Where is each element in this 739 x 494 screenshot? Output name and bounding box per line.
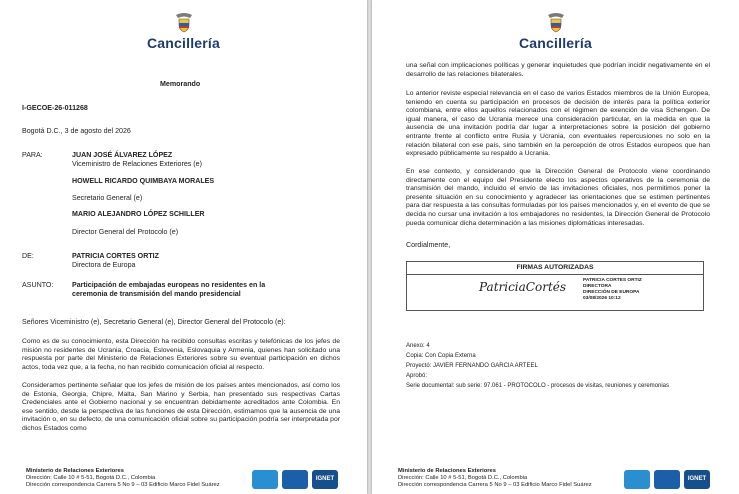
copy-note: Copia: Con Copia Externa	[406, 353, 476, 359]
asunto-line-1: Participación de embajadas europeas no residentes en la	[72, 281, 266, 289]
header-logo	[0, 12, 367, 51]
signer-details	[583, 278, 642, 302]
sender-role: Directora de Europa	[72, 261, 136, 269]
page-footer	[26, 468, 341, 492]
signer-department: DIRECCIÓN DE EUROPA	[583, 290, 640, 295]
approved-by-note: Aprobó:	[406, 373, 428, 379]
certification-badge-icon	[654, 470, 680, 489]
signer-name: PATRICIA CORTES ORTIZ	[583, 278, 642, 283]
recipient-2-name: HOWELL RICARDO QUIMBAYA MORALES	[72, 177, 215, 185]
certification-badge-icon	[624, 470, 650, 489]
recipient-3-name: MARIO ALEJANDRO LÓPEZ SCHILLER	[72, 210, 205, 218]
footer-correspondence: Dirección correspondencia Carrera 5 No 9 – 03 Edificio Marco Fidel Suárez	[398, 482, 592, 488]
page-footer	[398, 468, 713, 492]
certification-badge-icon	[282, 470, 308, 489]
document-page-2	[372, 0, 739, 494]
recipient-1-role: Viceministro de Relaciones Exteriores (e)	[72, 160, 202, 168]
coat-of-arms-icon	[173, 12, 195, 34]
asunto-line-2: ceremonia de transmisión del mando presidencial	[72, 290, 241, 298]
ignet-badge: IGNET	[312, 470, 338, 489]
document-page-1	[0, 0, 367, 494]
closing: Cordialmente,	[406, 241, 451, 249]
handwritten-signature: PatriciaCortés	[479, 280, 567, 294]
prepared-by-note: Proyectó: JAVIER FERNANDO GARCIA ARTEEL	[406, 363, 538, 369]
salutation: Señores Viceministro (e), Secretario General (e), Director General del Protocolo (e):	[22, 318, 286, 326]
body-paragraph-1: Como es de su conocimiento, esta Dirección ha recibido consultas escritas y telefónicas de los jefes de misión no residentes de Ucrania, Croacia, Eslovenia, Eslovaquia y Armenia, quienes han solicitado una respuesta por parte del Ministerio de Relaciones Exteriores sobre su eventual participación en dichos actos, toda vez que, a la fecha, no han recibido comunicación oficial al respecto.	[22, 338, 340, 371]
document-series-note: Serie documental: sub serie: 97.061 - PROTOCOLO - procesos de visitas, reuniones y ceremonias	[406, 383, 670, 389]
para-label: PARA:	[22, 151, 43, 159]
document-date: Bogotá D.C., 3 de agosto del 2026	[22, 127, 131, 135]
body-paragraph-3: Lo anterior reviste especial relevancia en el caso de varios Estados miembros de la Unión Europea, teniendo en cuenta su participación en procesos de decisión de interés para la política exterior colombiana, entre ellos aquellos relacionados con el régimen de exención de visa Schengen. De igual manera, el caso de Ucrania merece una consideración particular, en la medida en que la ausencia de una invitación podría dar lugar a interpretaciones sobre la posición del gobierno entrante frente al conflicto entre Rusia y Ucrania, con eventuales repercusiones no solo en la relación bilateral con ese país, sino también en la percepción de otros Estados europeos que han expresado públicamente su respaldo a Ucrania.	[406, 90, 710, 158]
annex-note: Anexo: 4	[406, 343, 430, 349]
brand-name: Cancillería	[146, 35, 220, 51]
header-logo	[372, 12, 739, 51]
certification-badge-icon	[252, 470, 278, 489]
footer-correspondence: Dirección correspondencia Carrera 5 No 9 – 03 Edificio Marco Fidel Suárez	[26, 482, 220, 488]
recipient-3-role: Director General del Protocolo (e)	[72, 228, 179, 236]
footer-org: Ministerio de Relaciones Exteriores	[398, 468, 496, 474]
authorized-signatures-box	[406, 261, 704, 311]
signer-title: DIRECTORA	[583, 284, 612, 289]
document-code: I-GECOE-26-011268	[22, 104, 88, 112]
recipient-2-role: Secretario General (e)	[72, 194, 143, 202]
coat-of-arms-icon	[545, 12, 567, 34]
signatures-title: FIRMAS AUTORIZADAS	[407, 262, 703, 275]
ignet-badge: IGNET	[684, 470, 710, 489]
body-paragraph-4: En ese contexto, y considerando que la Dirección General de Protocolo viene coordinando directamente con el equipo del Presidente electo los aspectos operativos de la ceremonia de transmisión del mando, incluido el envío de las invitaciones oficiales, nos permitimos poner la presente situación en su conocimiento y agradecer las orientaciones que se estimen pertinentes para dar respuesta a las consultas formuladas por los países mencionados y, en el evento de que se decida no cursar una invitación a los embajadores no residentes, la Dirección General de Protocolo pueda comunicar dicha determinación a las misiones diplomáticas interesadas.	[406, 168, 710, 227]
body-paragraph-2: Consideramos pertinente señalar que los jefes de misión de los países antes mencionados, así como los de Estonia, Georgia, Chipre, Malta, San Marino y Serbia, han presentado sus respectivas Cartas Credenciales ante el Gobierno nacional y se encuentran debidamente acreditados ante Colombia. En ese sentido, desde la perspectiva de las funciones de esta Dirección, estimamos que la ausencia de una invitación o, en su defecto, de una comunicación oficial sobre su participación podría ser interpretada por dichos Estados como	[22, 382, 340, 432]
footer-address: Dirección: Calle 10 # 5-51, Bogotá D.C., Colombia	[398, 475, 528, 481]
brand-name: Cancillería	[518, 35, 592, 51]
recipient-1-name: JUAN JOSÉ ÁLVAREZ LÓPEZ	[72, 151, 173, 159]
body-paragraph-continued: una señal con implicaciones políticas y generar inquietudes que podrían incidir negativamente en el desarrollo de las relaciones bilaterales.	[406, 62, 710, 78]
footer-org: Ministerio de Relaciones Exteriores	[26, 468, 124, 474]
sender-name: PATRICIA CORTES ORTIZ	[72, 252, 159, 260]
de-label: DE:	[22, 252, 34, 260]
document-type: Memorando	[160, 80, 201, 88]
signature-date: 03/08/2026 10:12	[583, 296, 621, 301]
asunto-label: ASUNTO:	[22, 281, 54, 289]
footer-address: Dirección: Calle 10 # 5-51, Bogotá D.C., Colombia	[26, 475, 156, 481]
